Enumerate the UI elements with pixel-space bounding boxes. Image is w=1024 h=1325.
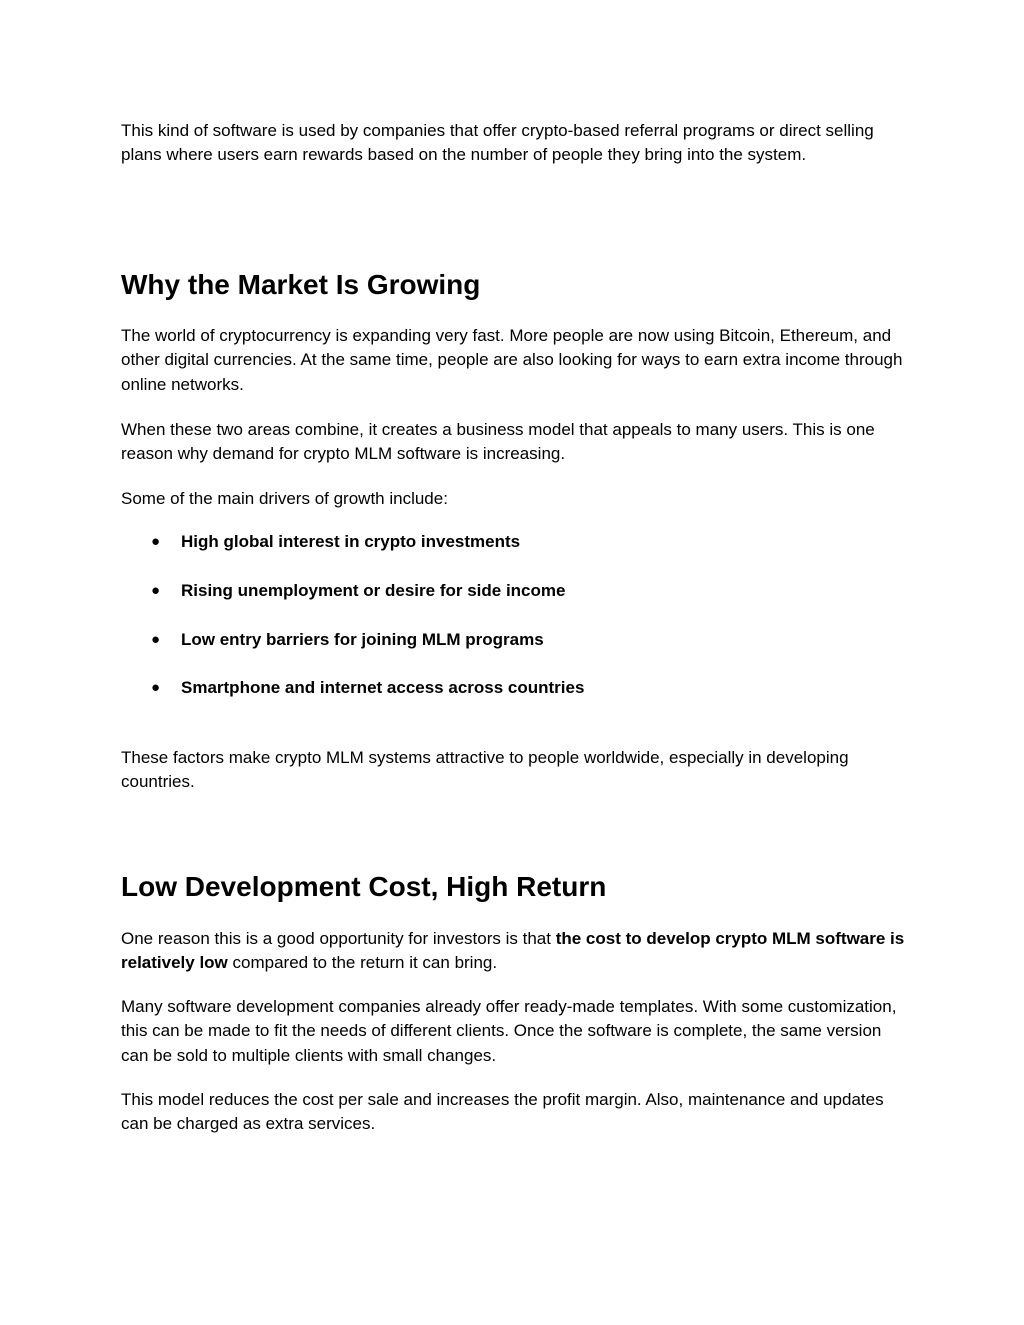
list-item — [121, 530, 911, 579]
cost-paragraph-1-end: compared to the return it can bring. — [227, 953, 498, 973]
list-item — [121, 628, 911, 677]
market-paragraph-4: These factors make crypto MLM systems attractive to people worldwide, especially in developing countries. — [121, 748, 849, 792]
cost-paragraph-3: This model reduces the cost per sale and increases the profit margin. Also, maintenance and updates can be charged as extra services. — [121, 1090, 884, 1134]
list-item-text: Smartphone and internet access across countries — [181, 678, 585, 698]
cost-paragraph-1 — [121, 927, 911, 976]
heading-low-development-cost: Low Development Cost, High Return — [121, 871, 607, 902]
bullet-icon: ● — [151, 630, 161, 648]
market-paragraph-2: When these two areas combine, it creates a business model that appeals to many users. This is one reason why demand for crypto MLM software is increasing. — [121, 420, 875, 464]
market-paragraph-3: Some of the main drivers of growth include: — [121, 489, 448, 508]
bullet-icon: ● — [151, 533, 161, 550]
list-item-text: High global interest in crypto investments — [181, 532, 521, 551]
list-item — [121, 676, 911, 725]
cost-paragraph-1-start: One reason this is a good opportunity for investors is that — [121, 929, 556, 948]
list-item-text: Rising unemployment or desire for side income — [181, 580, 566, 600]
list-item — [121, 579, 911, 628]
cost-paragraph-1-emphasis: the cost to develop crypto MLM software is relatively low — [121, 929, 905, 973]
heading-why-market-growing: Why the Market Is Growing — [121, 269, 481, 300]
list-item-text: Low entry barriers for joining MLM programs — [181, 629, 544, 649]
bullet-icon: ● — [151, 581, 161, 599]
intro-paragraph: This kind of software is used by companies that offer crypto-based referral programs or direct selling plans where users earn rewards based on the number of people they bring into the system. — [121, 121, 874, 165]
growth-drivers-list — [121, 530, 911, 725]
bullet-icon: ● — [151, 679, 161, 697]
cost-paragraph-2: Many software development companies already offer ready-made templates. With some customization, this can be made to fit the needs of different clients. Once the software is complete, the same version can be sold to multiple clients with small changes. — [121, 997, 897, 1065]
market-paragraph-1: The world of cryptocurrency is expanding very fast. More people are now using Bitcoin, Ethereum, and other digital currencies. At the same time, people are also looking for ways to earn extra income through online networks. — [121, 326, 903, 394]
